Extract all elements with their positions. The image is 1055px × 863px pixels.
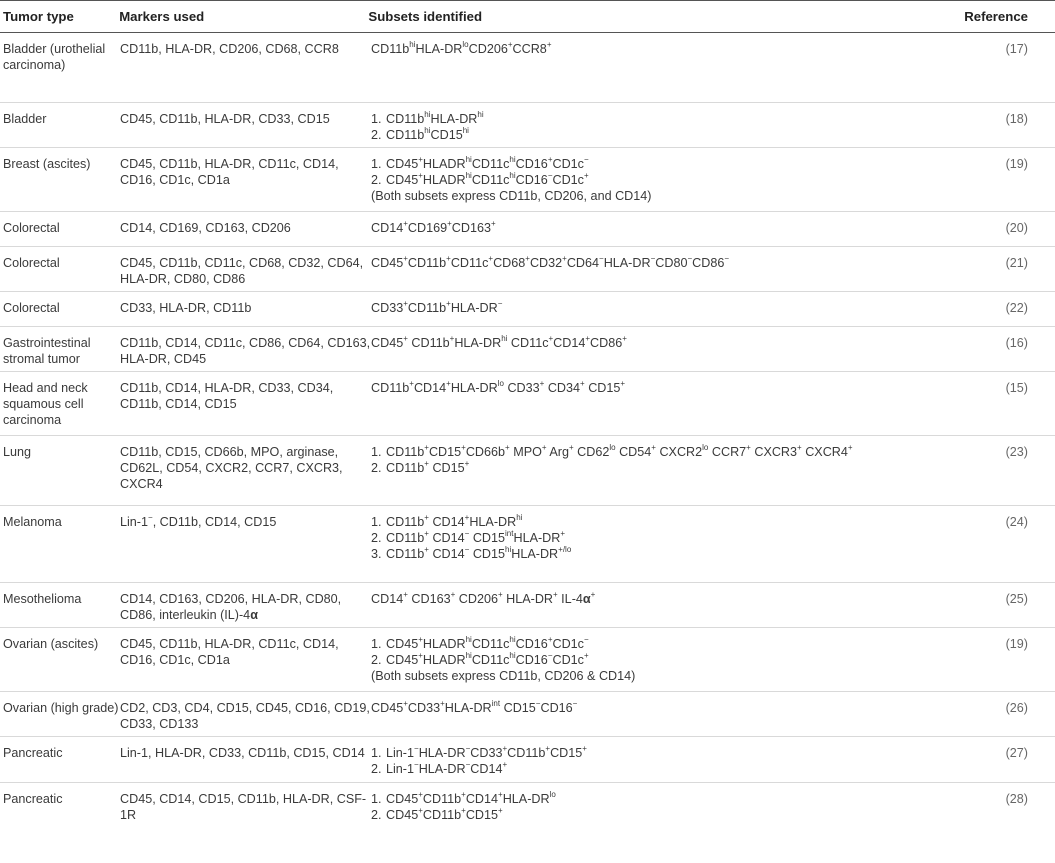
subsets-identified-cell	[371, 33, 971, 102]
subset-line: 1. $CD11b^{hi}HLA-DR^{hi}$	[371, 110, 484, 126]
table-row	[0, 628, 1055, 692]
subsets-identified-cell	[371, 247, 971, 291]
subset-line: 1. $CD45^+CD11b^+CD14^+HLA-DR^{lo}$	[371, 790, 556, 806]
subsets-identified-cell	[371, 583, 971, 627]
markers-used-cell: CD14, CD169, CD163, CD206	[120, 221, 291, 235]
subset-line: $CD11b^{hi}HLA-DR^{lo}CD206^+CCR8^+$	[371, 40, 552, 56]
reference-cell: (15)	[1005, 381, 1028, 395]
subset-line: 2. CD11b+ CD15+	[371, 459, 470, 475]
reference-cell: (21)	[1005, 256, 1028, 270]
reference-cell: (22)	[1005, 301, 1028, 315]
markers-used-cell: CD11b, CD14, HLA-DR, CD33, CD34, CD11b, CD14, CD15	[120, 381, 334, 411]
tumor-type-cell: Bladder	[3, 112, 47, 126]
subset-line: CD14+CD169+CD163+	[371, 219, 496, 235]
table-row	[0, 506, 1055, 583]
subset-line: 1. CD11b+CD15+CD66b+ MPO+ Arg+ $CD62^{lo}$ CD54+ $CXCR2^{lo}$ CCR7+ CXCR3+ CXCR4+	[371, 443, 853, 459]
table-row	[0, 212, 1055, 247]
subsets-identified-cell	[371, 103, 971, 147]
subsets-identified-cell	[371, 327, 971, 371]
subset-line: 1. CD11b+ $CD14^+HLA-DR^{hi}$	[371, 513, 523, 529]
markers-used-cell: CD45, CD11b, CD11c, CD68, CD32, CD64, HLA-DR, CD80, CD86	[120, 256, 364, 286]
markers-used-cell: CD45, CD11b, HLA-DR, CD11c, CD14, CD16, CD1c, CD1a	[120, 157, 339, 187]
table-row	[0, 148, 1055, 212]
reference-cell: (19)	[1005, 637, 1028, 651]
subset-line: CD45+ $CD11b^+HLA-DR^{hi}$ CD11c+CD14+CD86+	[371, 334, 627, 350]
subset-line: 2. CD11b+ CD14− $CD15^{int}HLA-DR^+$	[371, 529, 566, 545]
header-tumor-type: Tumor type	[3, 9, 74, 24]
subset-line: 2. CD45+CD11b+CD15+	[371, 806, 503, 822]
subsets-identified-cell	[371, 692, 971, 736]
markers-used-cell: CD14, CD163, CD206, HLA-DR, CD80, CD86, interleukin (IL)-4α	[120, 592, 342, 622]
subset-line: 3. CD11b+ CD14− $CD15^{hi}HLA-DR^{+/lo}$	[371, 545, 572, 561]
subset-note: (Both subsets express CD11b, CD206 & CD14)	[371, 669, 636, 683]
markers-used-cell: CD11b, CD14, CD11c, CD86, CD64, CD163, HLA-DR, CD45	[120, 336, 371, 366]
subset-line: CD33+CD11b+HLA-DR−	[371, 299, 503, 315]
table-header	[0, 0, 1055, 33]
reference-cell: (24)	[1005, 515, 1028, 529]
tumor-type-cell: Bladder (urothelial carcinoma)	[3, 42, 106, 72]
subset-line: 2. $CD45^+HLADR^{hi}CD11c^{hi}CD16^-CD1c^+$	[371, 171, 589, 187]
markers-used-cell: Lin-1, HLA-DR, CD33, CD11b, CD15, CD14	[120, 746, 365, 760]
tumor-type-cell: Pancreatic	[3, 746, 63, 760]
subset-line: 1. Lin-1−HLA-DR−CD33+CD11b+CD15+	[371, 744, 587, 760]
table-row	[0, 292, 1055, 327]
markers-used-cell: CD45, CD11b, HLA-DR, CD33, CD15	[120, 112, 330, 126]
tumor-type-cell: Colorectal	[3, 256, 60, 270]
tumor-type-cell: Melanoma	[3, 515, 62, 529]
header-markers-used: Markers used	[119, 9, 205, 24]
markers-used-cell: CD2, CD3, CD4, CD15, CD45, CD16, CD19, CD33, CD133	[120, 701, 370, 731]
table-body	[0, 33, 1055, 842]
subset-line: 1. $CD45^+HLADR^{hi}CD11c^{hi}CD16^+CD1c^-$	[371, 635, 589, 651]
subset-line: 2. $CD45^+HLADR^{hi}CD11c^{hi}CD16^-CD1c^+$	[371, 651, 589, 667]
tumor-type-cell: Gastrointestinal stromal tumor	[3, 336, 91, 366]
header-subsets-identified: Subsets identified	[368, 9, 482, 24]
subsets-identified-cell	[371, 737, 971, 782]
tumor-type-cell: Ovarian (high grade)	[3, 701, 119, 715]
subsets-identified-cell	[371, 212, 971, 246]
tumor-type-cell: Head and neck squamous cell carcinoma	[3, 381, 88, 427]
markers-used-cell: CD45, CD14, CD15, CD11b, HLA-DR, CSF-1R	[120, 792, 367, 822]
table-row	[0, 737, 1055, 783]
subsets-identified-cell	[371, 506, 971, 582]
reference-cell: (27)	[1005, 746, 1028, 760]
tumor-type-cell: Pancreatic	[3, 792, 63, 806]
reference-cell: (23)	[1005, 445, 1028, 459]
reference-cell: (25)	[1005, 592, 1028, 606]
table-row	[0, 247, 1055, 292]
tumor-type-cell: Mesothelioma	[3, 592, 82, 606]
reference-cell: (28)	[1005, 792, 1028, 806]
subsets-identified-cell	[371, 628, 971, 691]
table-row	[0, 103, 1055, 148]
markers-used-cell: CD11b, CD15, CD66b, MPO, arginase, CD62L, CD54, CXCR2, CCR7, CXCR3, CXCR4	[120, 445, 343, 491]
table-row	[0, 783, 1055, 842]
subsets-identified-cell	[371, 148, 971, 211]
tumor-type-cell: Breast (ascites)	[3, 157, 91, 171]
subsets-identified-cell	[371, 372, 971, 435]
subset-line: 2. Lin-1−HLA-DR−CD14+	[371, 760, 508, 776]
markers-used-cell: CD45, CD11b, HLA-DR, CD11c, CD14, CD16, CD1c, CD1a	[120, 637, 339, 667]
markers-used-cell: CD33, HLA-DR, CD11b	[120, 301, 252, 315]
subsets-identified-cell	[371, 292, 971, 326]
header-reference: Reference	[964, 9, 1028, 24]
tumor-type-cell: Ovarian (ascites)	[3, 637, 99, 651]
subsets-identified-cell	[371, 783, 971, 842]
reference-cell: (17)	[1005, 42, 1028, 56]
table-row	[0, 692, 1055, 737]
reference-cell: (18)	[1005, 112, 1028, 126]
subset-note: (Both subsets express CD11b, CD206, and CD14)	[371, 189, 652, 203]
tumor-type-cell: Colorectal	[3, 221, 60, 235]
subset-line: 2. $CD11b^{hi}CD15^{hi}$	[371, 126, 469, 142]
subset-line: $CD11b^+CD14^+HLA-DR^{lo}$ CD33+ CD34+ CD15+	[371, 379, 626, 395]
reference-cell: (26)	[1005, 701, 1028, 715]
table-row	[0, 372, 1055, 436]
markers-used-cell: CD11b, HLA-DR, CD206, CD68, CCR8	[120, 42, 339, 56]
subset-line: $CD45^+CD33^+HLA-DR^{int}$ CD15−CD16−	[371, 699, 578, 715]
reference-cell: (19)	[1005, 157, 1028, 171]
subsets-identified-cell	[371, 436, 971, 505]
subset-line: 1. $CD45^+HLADR^{hi}CD11c^{hi}CD16^+CD1c^-$	[371, 155, 589, 171]
subset-line: CD14+ CD163+ CD206+ HLA-DR+ IL-4α+	[371, 590, 596, 606]
reference-cell: (20)	[1005, 221, 1028, 235]
table-row	[0, 436, 1055, 506]
table-row	[0, 583, 1055, 628]
tumor-type-cell: Colorectal	[3, 301, 60, 315]
table-row	[0, 33, 1055, 103]
table-row	[0, 327, 1055, 372]
tumor-type-cell: Lung	[3, 445, 32, 459]
reference-cell: (16)	[1005, 336, 1028, 350]
subset-line: CD45+CD11b+CD11c+CD68+CD32+CD64−HLA-DR−CD80−CD86−	[371, 254, 729, 270]
markers-used-cell: Lin-1−, CD11b, CD14, CD15	[120, 513, 277, 529]
